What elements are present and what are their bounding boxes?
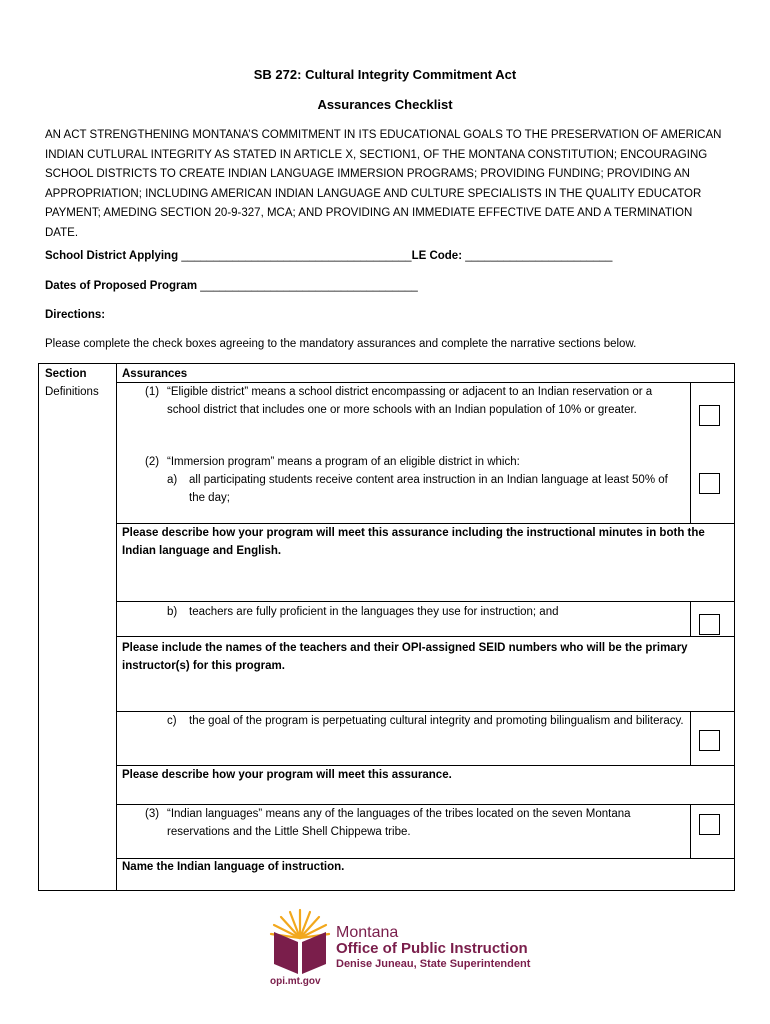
item-3-checkbox[interactable] xyxy=(699,814,720,835)
checkbox-divider xyxy=(690,382,691,524)
logo-montana: Montana xyxy=(336,924,399,941)
district-label: School District Applying xyxy=(45,250,179,262)
logo-url: opi.mt.gov xyxy=(270,976,321,987)
item-2c-text: the goal of the program is perpetuating cultural integrity and promoting bilingualism and biliteracy. xyxy=(189,715,684,727)
response-indian-language[interactable] xyxy=(117,876,734,890)
item-2-text: “Immersion program” means a program of an eligible district in which: xyxy=(167,456,520,468)
item-2a-checkbox[interactable] xyxy=(699,473,720,494)
item-2c-checkbox[interactable] xyxy=(699,730,720,751)
item-2b-text: teachers are fully proficient in the languages they use for instruction; and xyxy=(189,606,559,618)
checkbox-divider xyxy=(690,711,691,765)
item-1-number: (1) xyxy=(145,386,160,398)
section-definitions: Definitions xyxy=(45,386,99,398)
prompt-teachers: Please include the names of the teachers and their OPI-assigned SEID numbers who will be the primary instructor(s) for this program. xyxy=(122,642,688,672)
page-subtitle: Assurances Checklist xyxy=(317,97,453,112)
dates-row xyxy=(45,280,418,292)
assurances-table xyxy=(38,363,735,891)
opi-book-sunburst-logo-icon xyxy=(268,908,332,978)
section-header: Section xyxy=(45,368,87,380)
item-2b-checkbox[interactable] xyxy=(699,614,720,635)
le-code-label: LE Code: xyxy=(411,250,463,262)
item-3-number: (3) xyxy=(145,808,160,820)
response-instructional-minutes[interactable] xyxy=(117,560,734,600)
row-divider xyxy=(116,601,734,602)
row-divider xyxy=(116,636,734,637)
item-1 xyxy=(145,383,685,419)
response-teachers[interactable] xyxy=(117,675,734,710)
item-2a-letter: a) xyxy=(167,474,178,486)
prompt-cultural-integrity: Please describe how your program will meet this assurance. xyxy=(122,769,452,781)
item-2 xyxy=(145,453,685,471)
prompt-indian-language: Name the Indian language of instruction. xyxy=(122,861,345,873)
logo-superintendent: Denise Juneau, State Superintendent xyxy=(336,958,531,970)
district-row xyxy=(45,250,612,262)
le-code-field[interactable]: _______________________ xyxy=(465,250,613,262)
directions-label: Directions: xyxy=(45,309,106,321)
item-1-checkbox[interactable] xyxy=(699,405,720,426)
item-2a-text: all participating students receive content area instruction in an Indian language at least 50% of the day; xyxy=(189,474,668,504)
dates-field[interactable]: __________________________________ xyxy=(200,280,418,292)
logo-office-name: Office of Public Instruction xyxy=(336,940,528,957)
column-divider xyxy=(116,364,117,890)
item-1-text: “Eligible district” means a school district encompassing or adjacent to an Indian reservation or a school district that includes one or more schools with an Indian population of 10% or greater. xyxy=(167,386,653,416)
act-description: AN ACT STRENGTHENING MONTANA’S COMMITMENT IN ITS EDUCATIONAL GOALS TO THE PRESERVATION OF AMERICAN INDIAN CUTLURAL INTEGRITY AS STATED IN ARTICLE X, SECTION1, OF THE MONTANA CONSTITUTION; ENCOURAGING SCHOOL DISTRICTS TO CREATE INDIAN LANGUAGE IMMERSION PROGRAMS; PROVIDING FUNDING; PROVIDING AN APPROPRIATION; INCLUDING AMERICAN INDIAN LANGUAGE AND CULTURE SPECIALISTS IN THE QUALITY EDUCATOR PAYMENT; AMEDING SECTION 20-9-327, MCA; AND PROVIDING AN IMMEDIATE EFFECTIVE DATE AND A TERMINATION DATE. xyxy=(45,129,722,239)
district-field[interactable]: ____________________________________ xyxy=(181,250,412,262)
prompt-instructional-minutes: Please describe how your program will meet this assurance including the instructional minutes in both the Indian language and English. xyxy=(122,527,705,557)
item-2c-letter: c) xyxy=(167,715,177,727)
page-title: SB 272: Cultural Integrity Commitment Act xyxy=(253,67,517,82)
item-3 xyxy=(145,805,685,841)
item-3-text: “Indian languages” means any of the languages of the tribes located on the seven Montana reservations and the Little Shell Chippewa tribe. xyxy=(167,808,631,838)
checkbox-divider xyxy=(690,601,691,637)
dates-label: Dates of Proposed Program xyxy=(45,280,198,292)
checkbox-divider xyxy=(690,804,691,858)
response-cultural-integrity[interactable] xyxy=(117,784,734,803)
directions-text: Please complete the check boxes agreeing to the mandatory assurances and complete the narrative sections below. xyxy=(45,338,637,350)
item-2b xyxy=(167,603,685,621)
item-2a xyxy=(167,471,685,507)
item-2b-letter: b) xyxy=(167,606,178,618)
item-2c xyxy=(167,712,685,730)
item-2-number: (2) xyxy=(145,456,160,468)
assurances-header: Assurances xyxy=(122,368,188,380)
